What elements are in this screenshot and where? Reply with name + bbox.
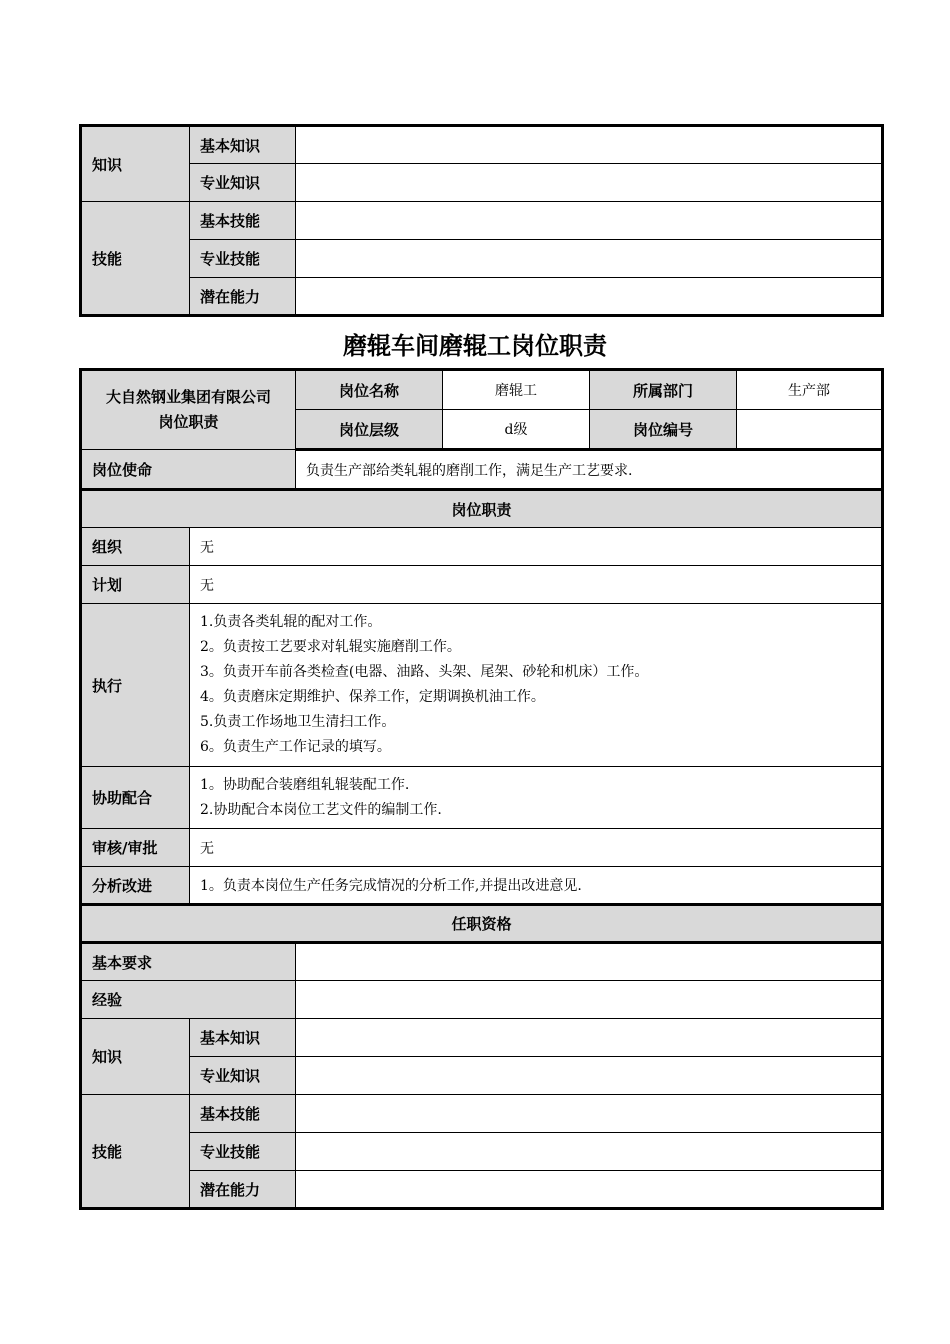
position-level-value: d级 (443, 410, 590, 450)
qual-skill-basic-value (296, 1095, 883, 1133)
knowledge-basic-label: 基本知识 (190, 126, 296, 164)
qualifications-section-title: 任职资格 (81, 905, 883, 943)
organize-label: 组织 (81, 528, 190, 566)
top-qualification-table (79, 124, 884, 317)
knowledge-basic-value (296, 126, 883, 164)
qual-knowledge-label: 知识 (81, 1019, 190, 1095)
page-title: 磨辊车间磨辊工岗位职责 (343, 332, 607, 360)
potential-label: 潜在能力 (190, 278, 296, 316)
potential-value (296, 278, 883, 316)
basic-requirements-label: 基本要求 (81, 943, 296, 981)
review-label: 审核/审批 (81, 829, 190, 867)
company-doc-type: 岗位职责 (158, 413, 219, 431)
assist-label: 协助配合 (81, 767, 190, 829)
execute-item: 6。负责生产工作记录的填写。 (200, 739, 391, 755)
company-name: 大自然钢业集团有限公司 (106, 388, 272, 406)
qual-knowledge-basic-value (296, 1019, 883, 1057)
qual-potential-value (296, 1171, 883, 1209)
experience-value (296, 981, 883, 1019)
review-value: 无 (190, 829, 883, 867)
department-label: 所属部门 (590, 370, 737, 410)
analysis-label: 分析改进 (81, 867, 190, 905)
skill-professional-value (296, 240, 883, 278)
position-name-label: 岗位名称 (296, 370, 443, 410)
assist-item: 1。协助配合装磨组轧辊装配工作. (200, 776, 410, 793)
experience-label: 经验 (81, 981, 296, 1019)
execute-item: 3。负责开车前各类检查(电器、油路、头架、尾架、砂轮和机床）工作。 (200, 664, 649, 680)
mission-label: 岗位使命 (81, 450, 296, 490)
duties-section-title: 岗位职责 (81, 490, 883, 528)
job-description-table (79, 368, 884, 1210)
qual-knowledge-professional-value (296, 1057, 883, 1095)
qual-knowledge-professional-label: 专业知识 (190, 1057, 296, 1095)
skill-label: 技能 (81, 202, 190, 316)
execute-item: 5.负责工作场地卫生清扫工作。 (200, 714, 396, 730)
qual-skill-basic-label: 基本技能 (190, 1095, 296, 1133)
assist-item: 2.协助配合本岗位工艺文件的编制工作. (200, 801, 442, 818)
position-level-label: 岗位层级 (296, 410, 443, 450)
organize-value: 无 (190, 528, 883, 566)
plan-label: 计划 (81, 566, 190, 604)
department-value: 生产部 (737, 370, 883, 410)
knowledge-label: 知识 (81, 126, 190, 202)
execute-item: 1.负责各类轧辊的配对工作。 (200, 614, 382, 630)
company-header (81, 370, 296, 450)
execute-item: 2。负责按工艺要求对轧辊实施磨削工作。 (200, 639, 461, 655)
qual-knowledge-basic-label: 基本知识 (190, 1019, 296, 1057)
assist-list (190, 767, 883, 829)
mission-value: 负责生产部给类轧辊的磨削工作，满足生产工艺要求. (296, 450, 883, 490)
skill-basic-value (296, 202, 883, 240)
qual-skill-professional-label: 专业技能 (190, 1133, 296, 1171)
analysis-value: 1。负责本岗位生产任务完成情况的分析工作,并提出改进意见. (190, 867, 883, 905)
knowledge-professional-label: 专业知识 (190, 164, 296, 202)
execute-item: 4。负责磨床定期维护、保养工作，定期调换机油工作。 (200, 689, 545, 705)
execute-list (190, 604, 883, 767)
qual-skill-label: 技能 (81, 1095, 190, 1209)
skill-professional-label: 专业技能 (190, 240, 296, 278)
position-code-value (737, 410, 883, 450)
knowledge-professional-value (296, 164, 883, 202)
qual-skill-professional-value (296, 1133, 883, 1171)
plan-value: 无 (190, 566, 883, 604)
skill-basic-label: 基本技能 (190, 202, 296, 240)
position-name-value: 磨辊工 (443, 370, 590, 410)
execute-label: 执行 (81, 604, 190, 767)
basic-requirements-value (296, 943, 883, 981)
qual-potential-label: 潜在能力 (190, 1171, 296, 1209)
position-code-label: 岗位编号 (590, 410, 737, 450)
